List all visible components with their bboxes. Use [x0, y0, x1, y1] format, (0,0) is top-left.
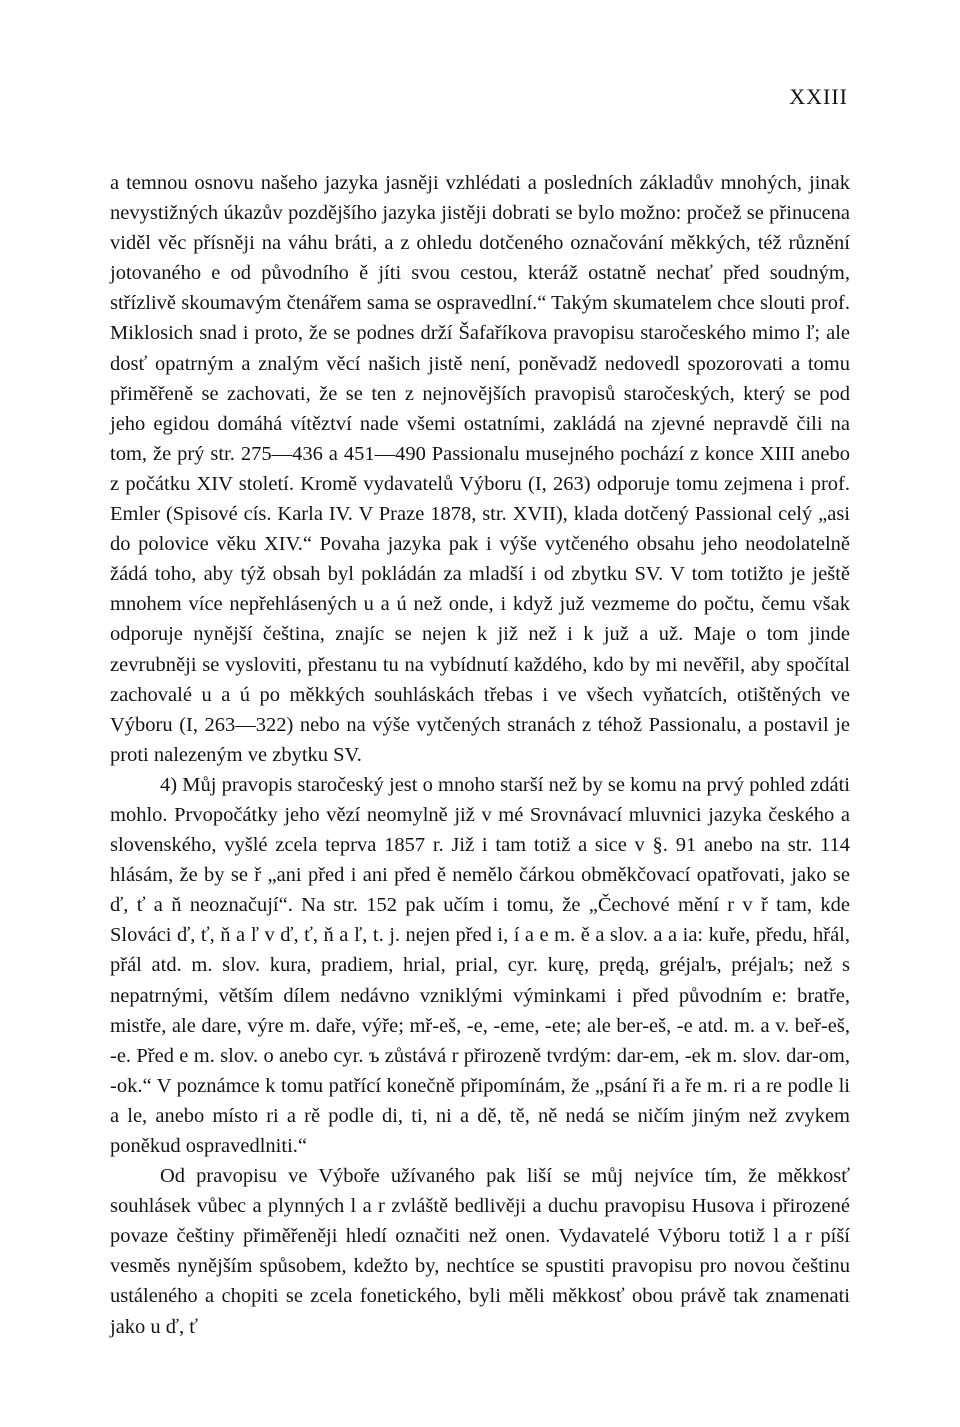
page-number: XXIII — [789, 84, 848, 109]
paragraph-section-4: 4) Můj pravopis staročeský jest o mnoho starší než by se komu na prvý pohled zdáti mohlo. Prvopočátky jeho vězí neomylně již v mé Srovnávací mluvnici jazyka českého a slovenského, vyšlé zcela teprva 1857 r. Již i tam totiž a sice v §. 91 anebo na str. 114 hlásám, že by se ř „ani před i ani před ě nemělo čárkou obměkčovací opatřovati, jako se ď, ť a ň neoznačují“. Na str. 152 pak učím i tomu, že „Čechové mění r v ř tam, kde Slováci ď, ť, ň a ľ v ď, ť, ň a ľ, t. j. nejen před i, í a e m. ě a slov. a a ia: kuře, předu, hřál, přál atd. m. slov. kura, pradiem, hrial, prial, cyr. kurę, prędą, gréjalъ, préjalъ; než s nepatrnými, větším dílem nedávno vzniklými výminkami i před původním e: bratře, mistře, ale dare, výre m. daře, výře; mř-eš, -e, -eme, -ete; ale ber-eš, -e atd. m. a v. beř-eš, -e. Před e m. slov. o anebo cyr. ъ zůstává r přirozeně tvrdým: dar-em, -ek m. slov. dar-om, -ok.“ V poznámce k tomu patřící konečně připomínám, že „psání ři a ře m. ri a re podle li a le, anebo místo ri a rě podle di, ti, ni a dě, tě, ně nedá se ničím jiným než zvykem poněkud ospravedlniti.“ — [110, 773, 850, 1157]
page-body — [110, 168, 850, 1342]
paragraph-orthography: Od pravopisu ve Výboře užívaného pak liší se můj nejvíce tím, že měkkosť souhlásek vůbec a plynných l a r zvláště bedlivěji a duchu pravopisu Husova i přirozené povaze češtiny přiměřeněji hledí označiti než onen. Vydavatelé Výboru totiž l a r píší vesměs nynějším spůsobem, kdežto by, nechtíce se spustiti pravopisu pro novou češtinu ustáleného a chopiti se zcela fonetického, byli měli měkkosť obou právě tak znamenati jako u ď, ť — [110, 1165, 850, 1338]
paragraph-continuation: a temnou osnovu našeho jazyka jasněji vzhlédati a posledních základův mnohých, jinak nevystižných úkazův pozdějšího jazyka jistěji dobrati se bylo možno: pročež se přinucena viděl věc přísněji na váhu bráti, a z ohledu dotčeného označování měkkých, též různění jotovaného e od původního ě jíti svou cestou, kteráž ostatně nechať před soudným, střízlivě skoumavým čtenářem sama se ospravedlní.“ Takým skumatelem chce slouti prof. Miklosich snad i proto, že se podnes drží Šafaříkova pravopisu staročeského mimo ľ; ale dosť opatrným a znalým věcí našich jistě není, poněvadž nedovedl spozorovati a tomu přiměřeně se zachovati, že se ten z nejnovějších pravopisů staročeských, který se pod jeho egidou domáhá vítěztví nade všemi ostatními, zakládá na zjevné nepravdě čili na tom, že prý str. 275—436 a 451—490 Passionalu musejného pochází z konce XIII anebo z počátku XIV století. Kromě vydavatelů Výboru (I, 263) odporuje tomu zejmena i prof. Emler (Spisové cís. Karla IV. V Praze 1878, str. XVII), klada dotčený Passional celý „asi do polovice věku XIV.“ Povaha jazyka pak i výše vytčeného obsahu jeho neodolatelně žádá toho, aby týž obsah byl pokládán za mladší i od zbytku SV. V tom totižto je ještě mnohem více nepřehlásených u a ú než onde, i když juž vezmeme do počtu, čemu však odporuje nynější čeština, znajíc se nejen k již než i k juž a už. Maje o tom jinde zevrubněji se vysloviti, přestanu tu na vybídnutí každého, kdo by mi nevěřil, aby spočítal zachovalé u a ú po měkkých souhláskách třebas i ve všech vyňatcích, otištěných ve Výboru (I, 263—322) nebo na výše vytčených stranách z téhož Passionalu, a postavil je proti nalezeným ve zbytku SV. — [110, 172, 850, 766]
